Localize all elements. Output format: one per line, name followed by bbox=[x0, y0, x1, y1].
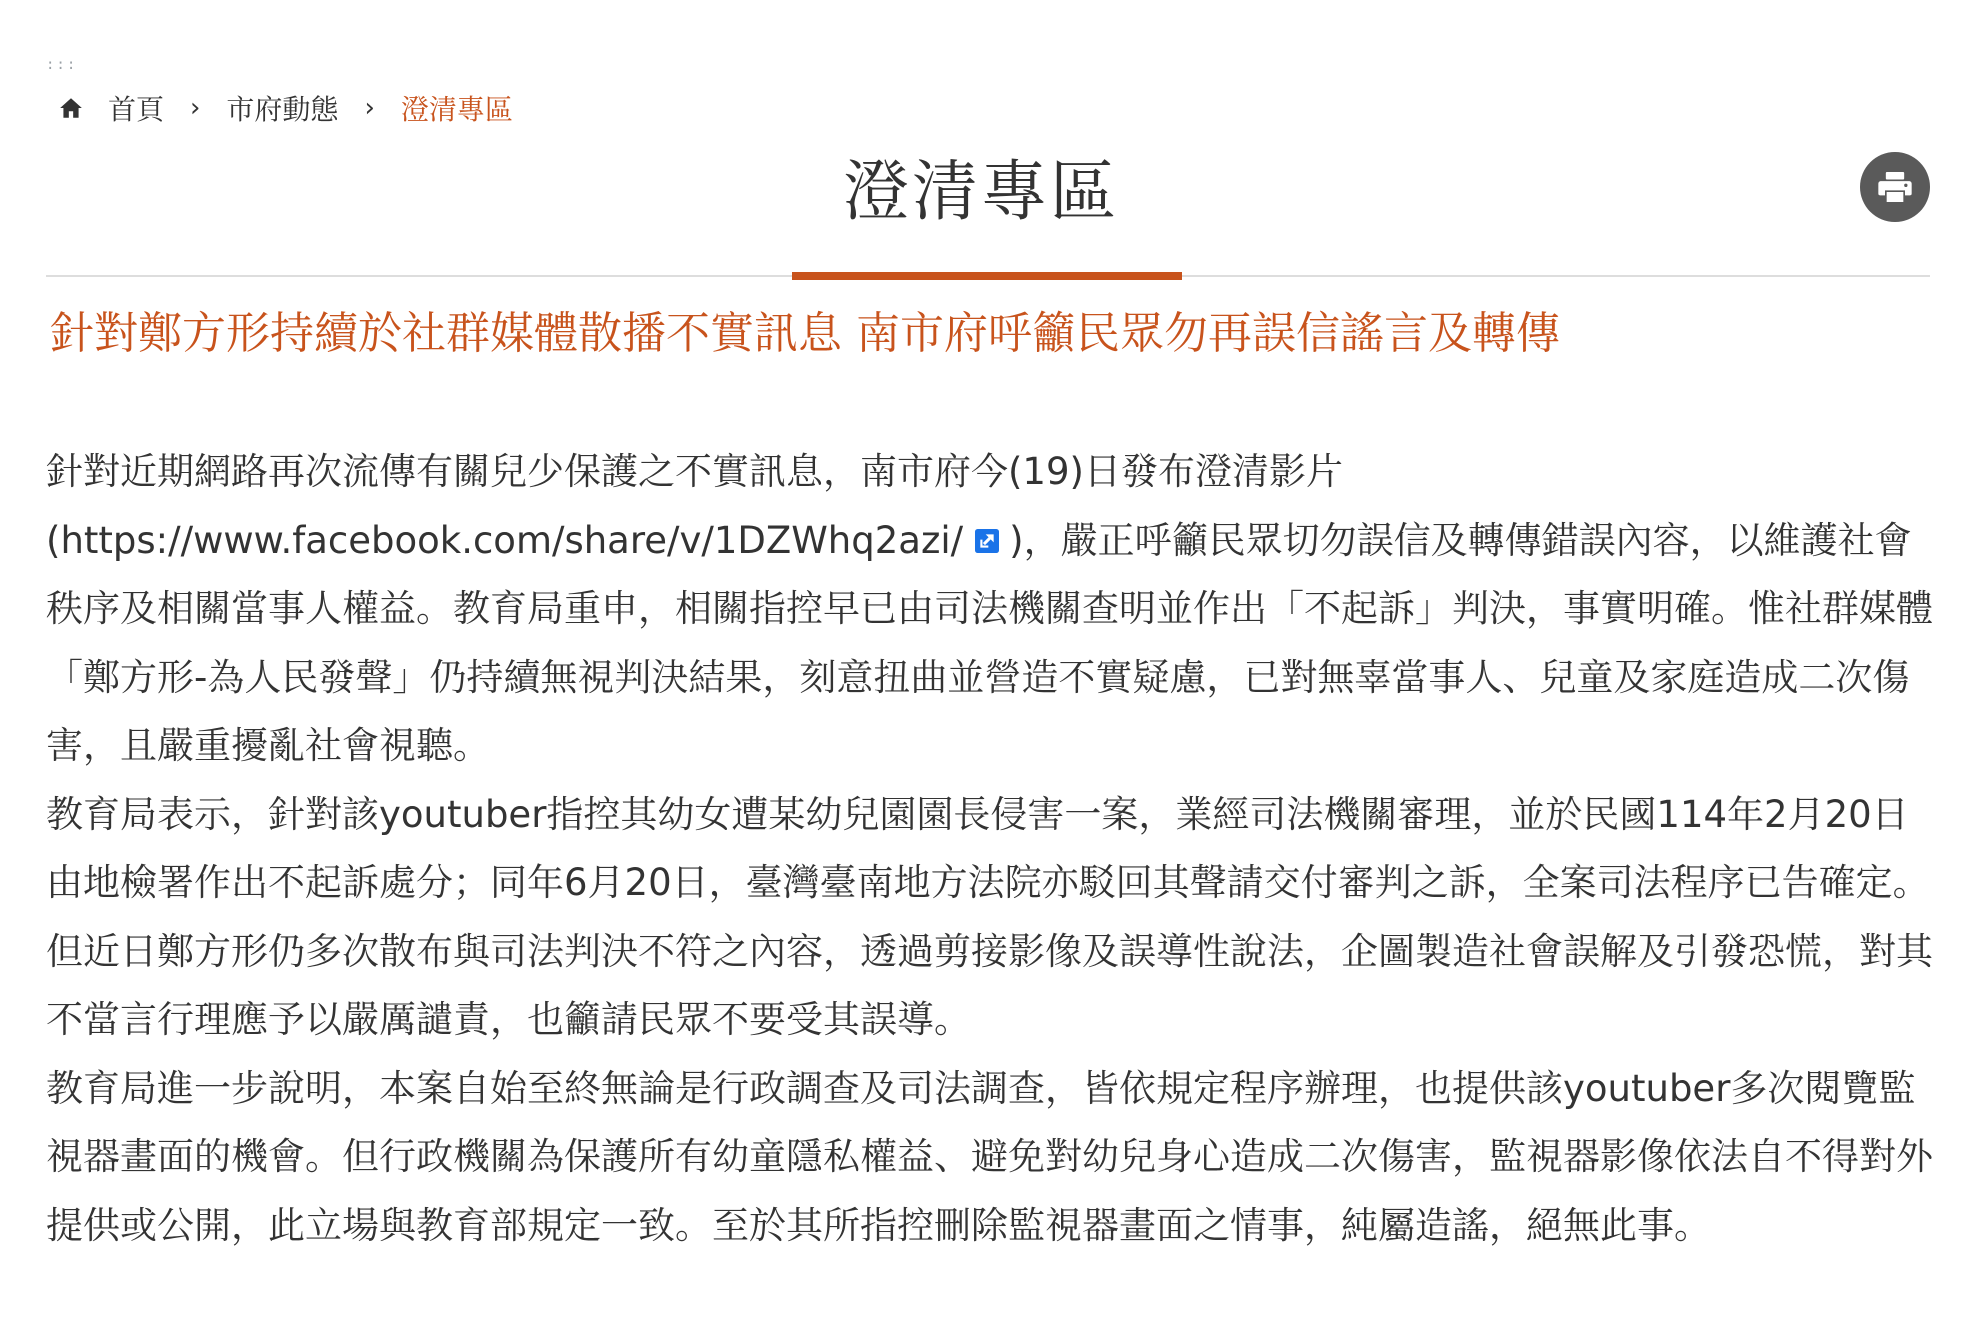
breadcrumb bbox=[58, 88, 513, 128]
article-paragraph: 教育局表示，針對該youtuber指控其幼女遭某幼兒園園長侵害一案，業經司法機關審理，並於民國114年2月20日由地檢署作出不起訴處分；同年6月20日，臺灣臺南地方法院亦駁回其聲請交付審判之訴，全案司法程序已告確定。但近日鄭方形仍多次散布與司法判決不符之內容，透過剪接影像及誤導性說法，企圖製造社會誤解及引發恐慌，對其不當言行理應予以嚴厲譴責，也籲請民眾不要受其誤導。 bbox=[46, 792, 1933, 1041]
article-paragraph bbox=[46, 438, 1936, 781]
title-accent-bar bbox=[792, 272, 1182, 280]
facebook-video-link[interactable]: https://www.facebook.com/share/v/1DZWhq2azi/ bbox=[60, 518, 964, 562]
breadcrumb-current: 澄清專區 bbox=[400, 93, 513, 126]
print-button[interactable] bbox=[1860, 152, 1930, 222]
breadcrumb-separator: › bbox=[190, 93, 201, 123]
printer-icon bbox=[1875, 167, 1915, 207]
paragraph-text: 針對近期網路再次流傳有關兒少保護之不實訊息，南市府今(19)日發布澄清影片( bbox=[46, 450, 1343, 562]
article-headline: 針對鄭方形持續於社群媒體散播不實訊息 南市府呼籲民眾勿再誤信謠言及轉傳 bbox=[50, 308, 1560, 359]
breadcrumb-city-news-link[interactable]: 市府動態 bbox=[226, 93, 339, 126]
home-icon[interactable] bbox=[58, 95, 84, 121]
article-body bbox=[46, 438, 1936, 1260]
accesskey-marker[interactable]: ::: bbox=[46, 57, 78, 73]
paragraph-text: )，嚴正呼籲民眾切勿誤信及轉傳錯誤內容，以維護社會秩序及相關當事人權益。教育局重申，相關指控早已由司法機關查明並作出「不起訴」判決，事實明確。惟社群媒體「鄭方形-為人民發聲」仍持續無視判決結果，刻意扭曲並營造不實疑慮，已對無辜當事人、兒童及家庭造成二次傷害，且嚴重擾亂社會視聽。 bbox=[46, 518, 1933, 767]
article-paragraph: 教育局進一步說明，本案自始至終無論是行政調查及司法調查，皆依規定程序辦理，也提供該youtuber多次閱覽監視器畫面的機會。但行政機關為保護所有幼童隱私權益、避免對幼兒身心造成二次傷害，監視器影像依法自不得對外提供或公開，此立場與教育部規定一致。至於其所指控刪除監視器畫面之情事，純屬造謠，絕無此事。 bbox=[46, 1066, 1933, 1247]
breadcrumb-home-link[interactable]: 首頁 bbox=[108, 93, 165, 126]
external-link-icon[interactable] bbox=[971, 525, 1003, 557]
page-title: 澄清專區 bbox=[843, 153, 1119, 230]
breadcrumb-separator: › bbox=[364, 93, 375, 123]
